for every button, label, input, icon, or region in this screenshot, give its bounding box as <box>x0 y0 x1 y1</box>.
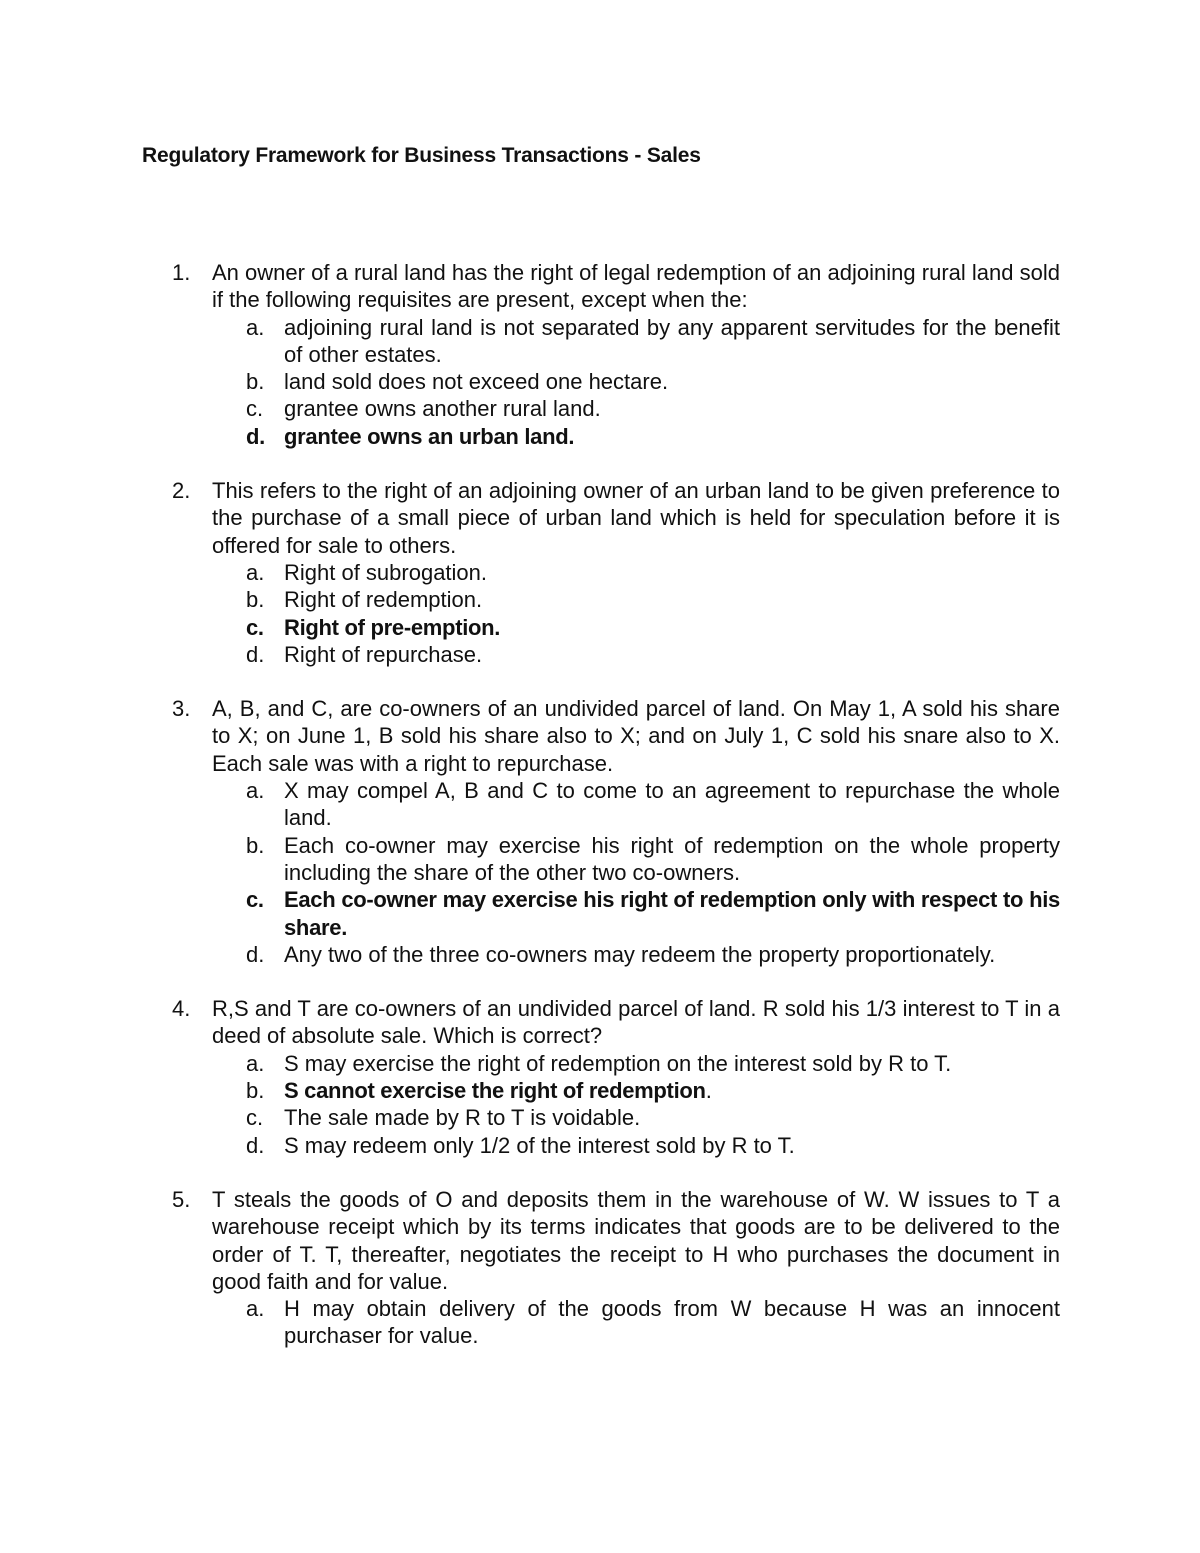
option-item <box>212 314 1060 369</box>
question-number: 4. <box>172 996 191 1022</box>
correct-answer-option <box>212 1077 1060 1104</box>
option-letter: b. <box>246 587 265 613</box>
option-item <box>212 559 1060 586</box>
option-letter: d. <box>246 941 265 967</box>
option-letter: b. <box>246 1078 265 1104</box>
option-item <box>212 1295 1060 1350</box>
question-item <box>172 1186 1060 1350</box>
question-item <box>172 259 1060 450</box>
option-letter: a. <box>246 1050 265 1076</box>
option-text: S may redeem only 1/2 of the interest sold by R to T. <box>284 1132 795 1158</box>
question-stem: An owner of a rural land has the right of legal redemption of an adjoining rural land sold if the following requisites are present, except when the: <box>212 260 1060 313</box>
correct-answer-option <box>212 614 1060 641</box>
option-text: Right of redemption. <box>284 587 483 613</box>
option-letter: a. <box>246 778 265 804</box>
question-number: 2. <box>172 478 191 504</box>
option-letter: a. <box>246 559 265 585</box>
option-letter: d. <box>246 423 265 449</box>
option-text: X may compel A, B and C to come to an agreement to repurchase the whole land. <box>284 778 1060 831</box>
option-text: Right of subrogation. <box>284 559 488 585</box>
question-item <box>172 477 1060 668</box>
option-letter: b. <box>246 369 265 395</box>
option-item <box>212 395 1060 422</box>
option-text: land sold does not exceed one hectare. <box>284 369 669 395</box>
option-list <box>212 559 1060 668</box>
option-letter: c. <box>246 396 264 422</box>
option-text: Any two of the three co-owners may redeem the property proportionately. <box>284 941 996 967</box>
option-text: Right of pre-emption. <box>284 614 501 640</box>
correct-answer-option <box>212 423 1060 450</box>
option-letter: c. <box>246 887 264 913</box>
option-item <box>212 941 1060 968</box>
option-item <box>212 641 1060 668</box>
option-text: S cannot exercise the right of redemption <box>284 1078 706 1104</box>
option-text: Each co-owner may exercise his right of redemption only with respect to his share. <box>284 887 1060 940</box>
option-list <box>212 1295 1060 1350</box>
option-text-suffix: . <box>705 1078 712 1104</box>
option-letter: d. <box>246 641 265 667</box>
option-text: grantee owns an urban land. <box>284 423 575 449</box>
document-title: Regulatory Framework for Business Transactions - Sales <box>142 144 701 167</box>
option-text: H may obtain delivery of the goods from W because H was an innocent purchaser for value. <box>284 1296 1060 1349</box>
question-number: 3. <box>172 696 191 722</box>
option-letter: c. <box>246 614 264 640</box>
option-list <box>212 777 1060 968</box>
question-item <box>172 695 1060 968</box>
option-item <box>212 1050 1060 1077</box>
option-text: adjoining rural land is not separated by any apparent servitudes for the benefit of other estates. <box>284 314 1060 367</box>
option-letter: c. <box>246 1105 264 1131</box>
option-item <box>212 1104 1060 1131</box>
option-item <box>212 1132 1060 1159</box>
option-item <box>212 777 1060 832</box>
option-list <box>212 1050 1060 1159</box>
option-text: Right of repurchase. <box>284 641 483 667</box>
question-stem: T steals the goods of O and deposits them in the warehouse of W. W issues to T a warehouse receipt which by its terms indicates that goods are to be delivered to the order of T. T, thereafter, negotiates the receipt to H who purchases the document in good faith and for value. <box>212 1186 1060 1294</box>
question-item <box>172 995 1060 1159</box>
option-text: The sale made by R to T is voidable. <box>284 1105 641 1131</box>
option-letter: a. <box>246 314 265 340</box>
question-list <box>172 259 1060 1377</box>
question-stem: A, B, and C, are co-owners of an undivided parcel of land. On May 1, A sold his share to X; on June 1, B sold his share also to X; and on July 1, C sold his snare also to X. Each sale was with a right to repurchase. <box>212 696 1060 776</box>
option-item <box>212 586 1060 613</box>
option-letter: a. <box>246 1296 265 1322</box>
question-number: 1. <box>172 260 191 285</box>
option-item <box>212 368 1060 395</box>
correct-answer-option <box>212 886 1060 941</box>
option-letter: d. <box>246 1132 265 1158</box>
option-text: Each co-owner may exercise his right of redemption on the whole property including the share of the other two co-owners. <box>284 832 1060 885</box>
option-item <box>212 832 1060 887</box>
option-text: grantee owns another rural land. <box>284 396 601 422</box>
option-list <box>212 314 1060 450</box>
question-stem: This refers to the right of an adjoining owner of an urban land to be given preference to the purchase of a small piece of urban land which is held for speculation before it is offered for sale to others. <box>212 478 1060 558</box>
option-text: S may exercise the right of redemption on the interest sold by R to T. <box>284 1050 952 1076</box>
option-letter: b. <box>246 832 265 858</box>
question-number: 5. <box>172 1186 191 1212</box>
question-stem: R,S and T are co-owners of an undivided parcel of land. R sold his 1/3 interest to T in a deed of absolute sale. Which is correct? <box>212 996 1060 1049</box>
